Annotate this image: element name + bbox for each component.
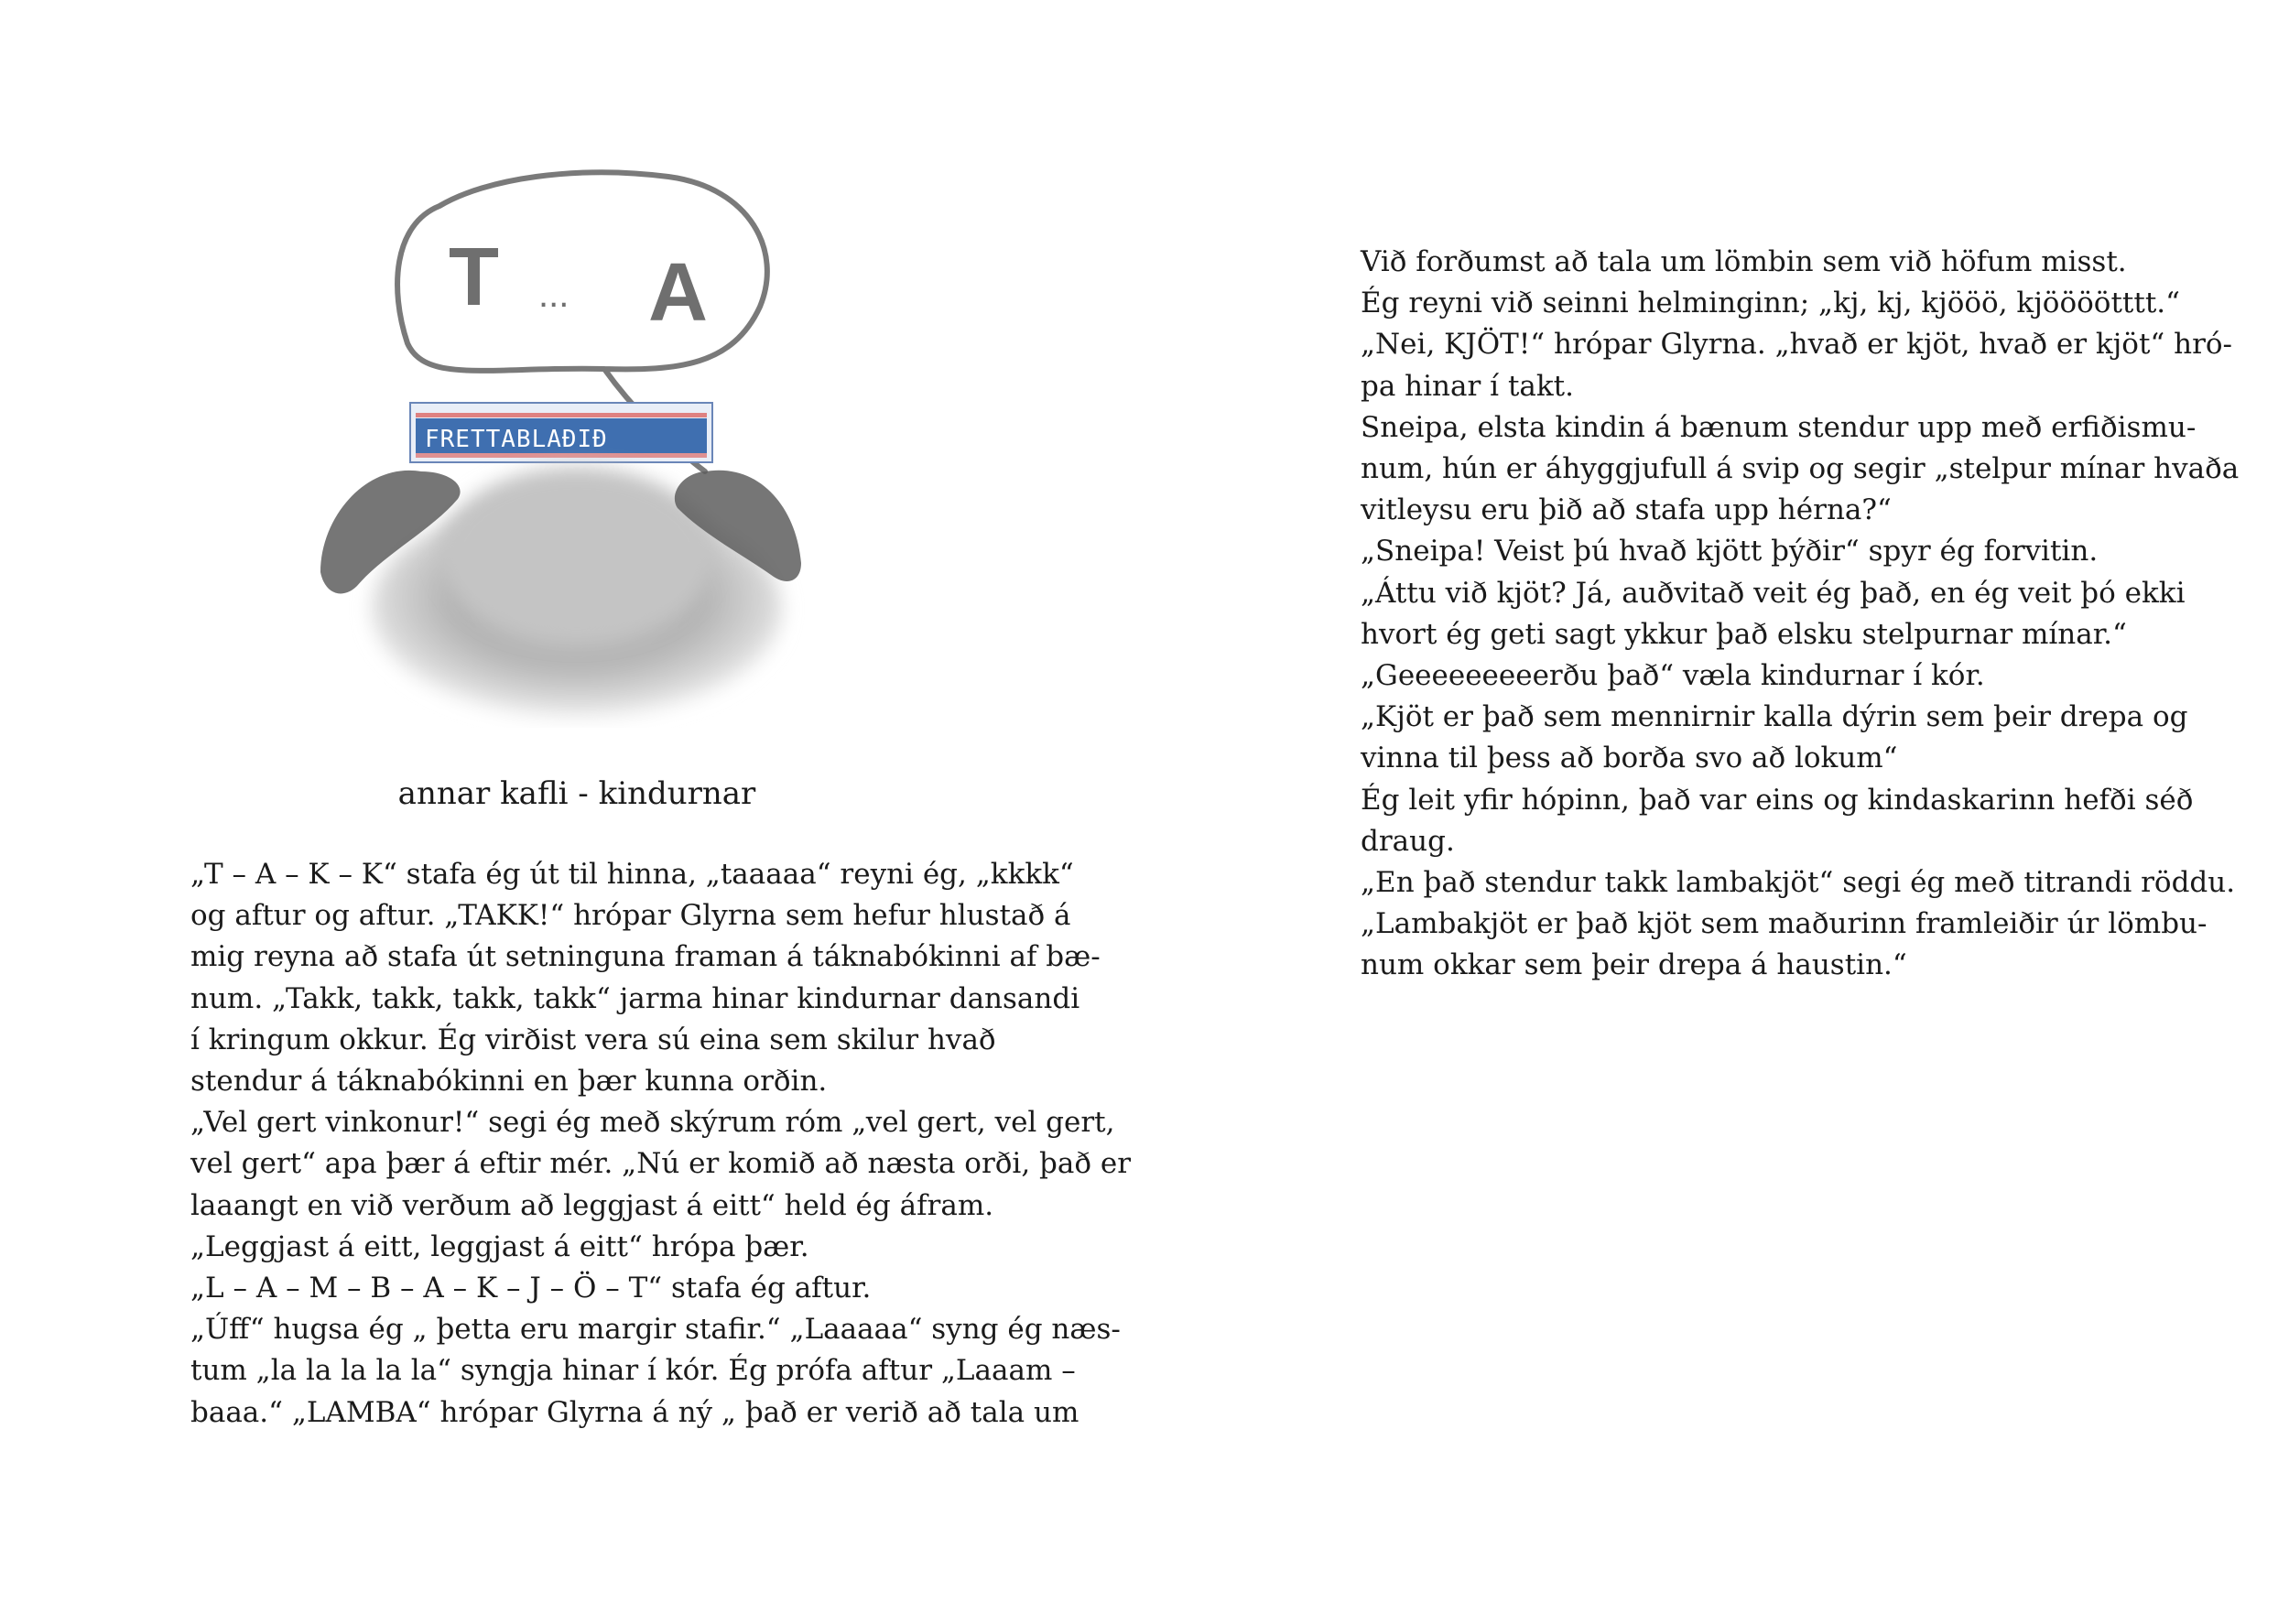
text-line: num okkar sem þeir drepa á haustin.“ [1361, 948, 1907, 982]
sheep-illustration [302, 169, 852, 728]
text-line: „Áttu við kjöt? Já, auðvitað veit ég það, en ég veit þó ekki [1361, 576, 2186, 610]
newspaper [410, 403, 712, 462]
text-line: vitleysu eru þið að stafa upp hérna?“ [1361, 493, 1892, 527]
sheep-head [439, 467, 714, 641]
text-line: laaangt en við verðum að leggjast á eitt“ held ég áfram. [190, 1188, 994, 1222]
bubble-letter-t: T [449, 232, 499, 323]
text-line: „Lambakjöt er það kjöt sem maðurinn framleiðir úr lömbu- [1361, 907, 2208, 941]
text-line: hvort ég geti sagt ykkur það elsku stelpurnar mínar.“ [1361, 617, 2127, 651]
text-line: „Leggjast á eitt, leggjast á eitt“ hrópa þær. [190, 1229, 809, 1263]
bubble-letter-a: A [648, 247, 708, 339]
text-line: draug. [1361, 824, 1455, 858]
text-line: „T – A – K – K“ stafa ég út til hinna, „taaaaa“ reyni ég, „kkkk“ [190, 858, 1074, 891]
text-line: „Geeeeeeeeerðu það“ væla kindurnar í kór. [1361, 659, 1985, 693]
text-line: stendur á táknabókinni en þær kunna orðin. [190, 1065, 828, 1099]
text-line: „Úff“ hugsa ég „ þetta eru margir stafir.“ „Laaaaa“ syng ég næs- [190, 1313, 1121, 1347]
text-line: „L – A – M – B – A – K – J – Ö – T“ stafa ég aftur. [190, 1272, 872, 1305]
text-line: Ég leit yfir hópinn, það var eins og kindaskarinn hefði séð [1361, 783, 2194, 817]
text-line: í kringum okkur. Ég virðist vera sú eina sem skilur hvað [190, 1023, 996, 1056]
newspaper-masthead: FRETTABLAÐIÐ [425, 426, 608, 453]
text-line: vinna til þess að borða svo að lokum“ [1361, 742, 1898, 775]
text-line: mig reyna að stafa út setninguna framan á táknabókinni af bæ- [190, 940, 1101, 974]
text-line: Ég reyni við seinni helminginn; „kj, kj, kjööö, kjöööötttt.“ [1361, 287, 2180, 320]
text-line: „Sneipa! Veist þú hvað kjött þýðir“ spyr ég forvitin. [1361, 535, 2099, 568]
text-line: vel gert“ apa þær á eftir mér. „Nú er komið að næsta orði, það er [190, 1147, 1132, 1181]
text-line: „Vel gert vinkonur!“ segi ég með skýrum róm „vel gert, vel gert, [190, 1106, 1115, 1140]
right-page-text [1361, 242, 2240, 987]
text-line: pa hinar í takt. [1361, 369, 1574, 403]
text-line: tum „la la la la la“ syngja hinar í kór. Ég prófa aftur „Laaam – [190, 1354, 1076, 1388]
text-line: „Kjöt er það sem mennirnir kalla dýrin sem þeir drepa og [1361, 700, 2188, 734]
text-line: Sneipa, elsta kindin á bænum stendur upp með erfiðismu- [1361, 410, 2197, 444]
chapter-title: annar kafli - kindurnar [397, 775, 756, 812]
text-line: num, hún er áhyggjufull á svip og segir „stelpur mínar hvaða [1361, 452, 2240, 486]
text-line: baaa.“ „LAMBA“ hrópar Glyrna á ný „ það er verið að tala um [190, 1395, 1079, 1429]
text-line: Við forðumst að tala um lömbin sem við höfum misst. [1361, 245, 2127, 278]
text-line: num. „Takk, takk, takk, takk“ jarma hinar kindurnar dansandi [190, 981, 1080, 1015]
text-line: „Nei, KJÖT!“ hrópar Glyrna. „hvað er kjöt, hvað er kjöt“ hró- [1361, 328, 2233, 362]
text-line: „En það stendur takk lambakjöt“ segi ég með titrandi röddu. [1361, 866, 2236, 900]
text-line: og aftur og aftur. „TAKK!“ hrópar Glyrna sem hefur hlustað á [190, 899, 1071, 933]
bubble-ellipsis: ... [538, 275, 570, 315]
left-page-text [190, 854, 1132, 1434]
